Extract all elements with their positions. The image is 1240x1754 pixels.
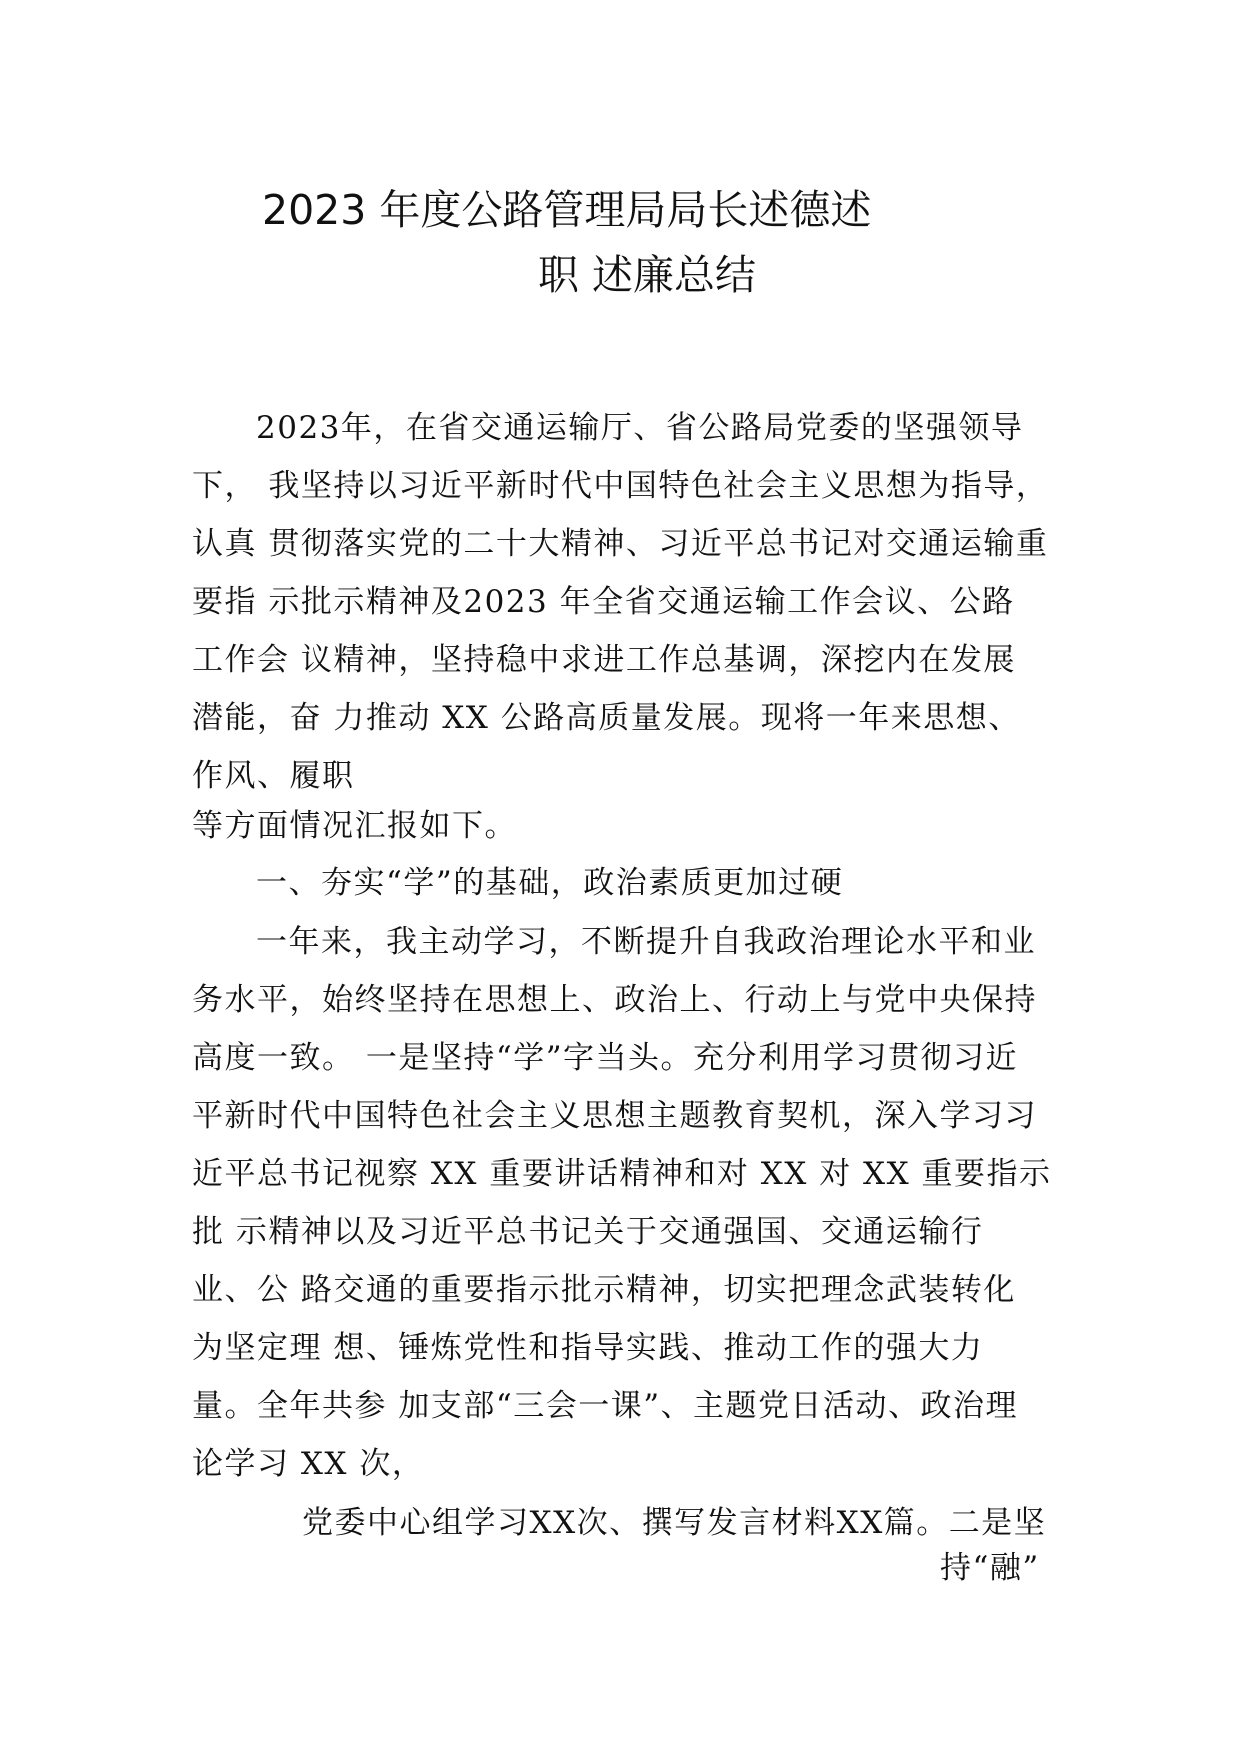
paragraph-line: 潜能，奋 力推动 XX 公路高质量发展。现将一年来思想、 [192,700,1021,736]
paragraph-line: 下， 我坚持以习近平新时代中国特色社会主义思想为指导， [192,468,1049,504]
paragraph-line: 要指 示批示精神及2023 年全省交通运输工作会议、公路 [192,584,1015,620]
document-title-line-1: 2023 年度公路管理局局长述德述 [262,186,872,234]
paragraph-line: 务水平，始终坚持在思想上、政治上、行动上与党中央保持 [192,982,1037,1018]
section-heading: 一、夯实“学”的基础，政治素质更加过硬 [256,865,844,901]
document-title-line-2: 职 述廉总结 [538,251,757,299]
paragraph-line: 论学习 XX 次， [192,1446,425,1482]
paragraph-line: 一年来，我主动学习，不断提升自我政治理论水平和业 [256,924,1036,960]
paragraph-line: 认真 贯彻落实党的二十大精神、习近平总书记对交通运输重 [192,526,1049,562]
paragraph-line: 等方面情况汇报如下。 [192,808,517,844]
paragraph-line: 业、公 路交通的重要指示批示精神，切实把理念武装转化 [192,1272,1016,1308]
paragraph-line: 近平总书记视察 XX 重要讲话精神和对 XX 对 XX 重要指示 [192,1156,1052,1192]
paragraph-line: 平新时代中国特色社会主义思想主题教育契机，深入学习习 [192,1098,1037,1134]
paragraph-line: 2023年，在省交通运输厅、省公路局党委的坚强领导 [256,410,1024,446]
paragraph-line: 作风、履职 [192,758,355,794]
paragraph-line: 为坚定理 想、锤炼党性和指导实践、推动工作的强大力 [192,1330,984,1366]
paragraph-line: 高度一致。 一是坚持“学”字当头。充分利用学习贯彻习近 [192,1040,1019,1076]
paragraph-line: 工作会 议精神，坚持稳中求进工作总基调，深挖内在发展 [192,642,1016,678]
paragraph-line: 批 示精神以及习近平总书记关于交通强国、交通运输行 [192,1214,984,1250]
paragraph-line: 持“融” [940,1550,1040,1586]
paragraph-line: 党委中心组学习XX次、撰写发言材料XX篇。二是坚 [302,1505,1047,1541]
paragraph-line: 量。全年共参 加支部“三会一课”、主题党日活动、政治理 [192,1388,1019,1424]
